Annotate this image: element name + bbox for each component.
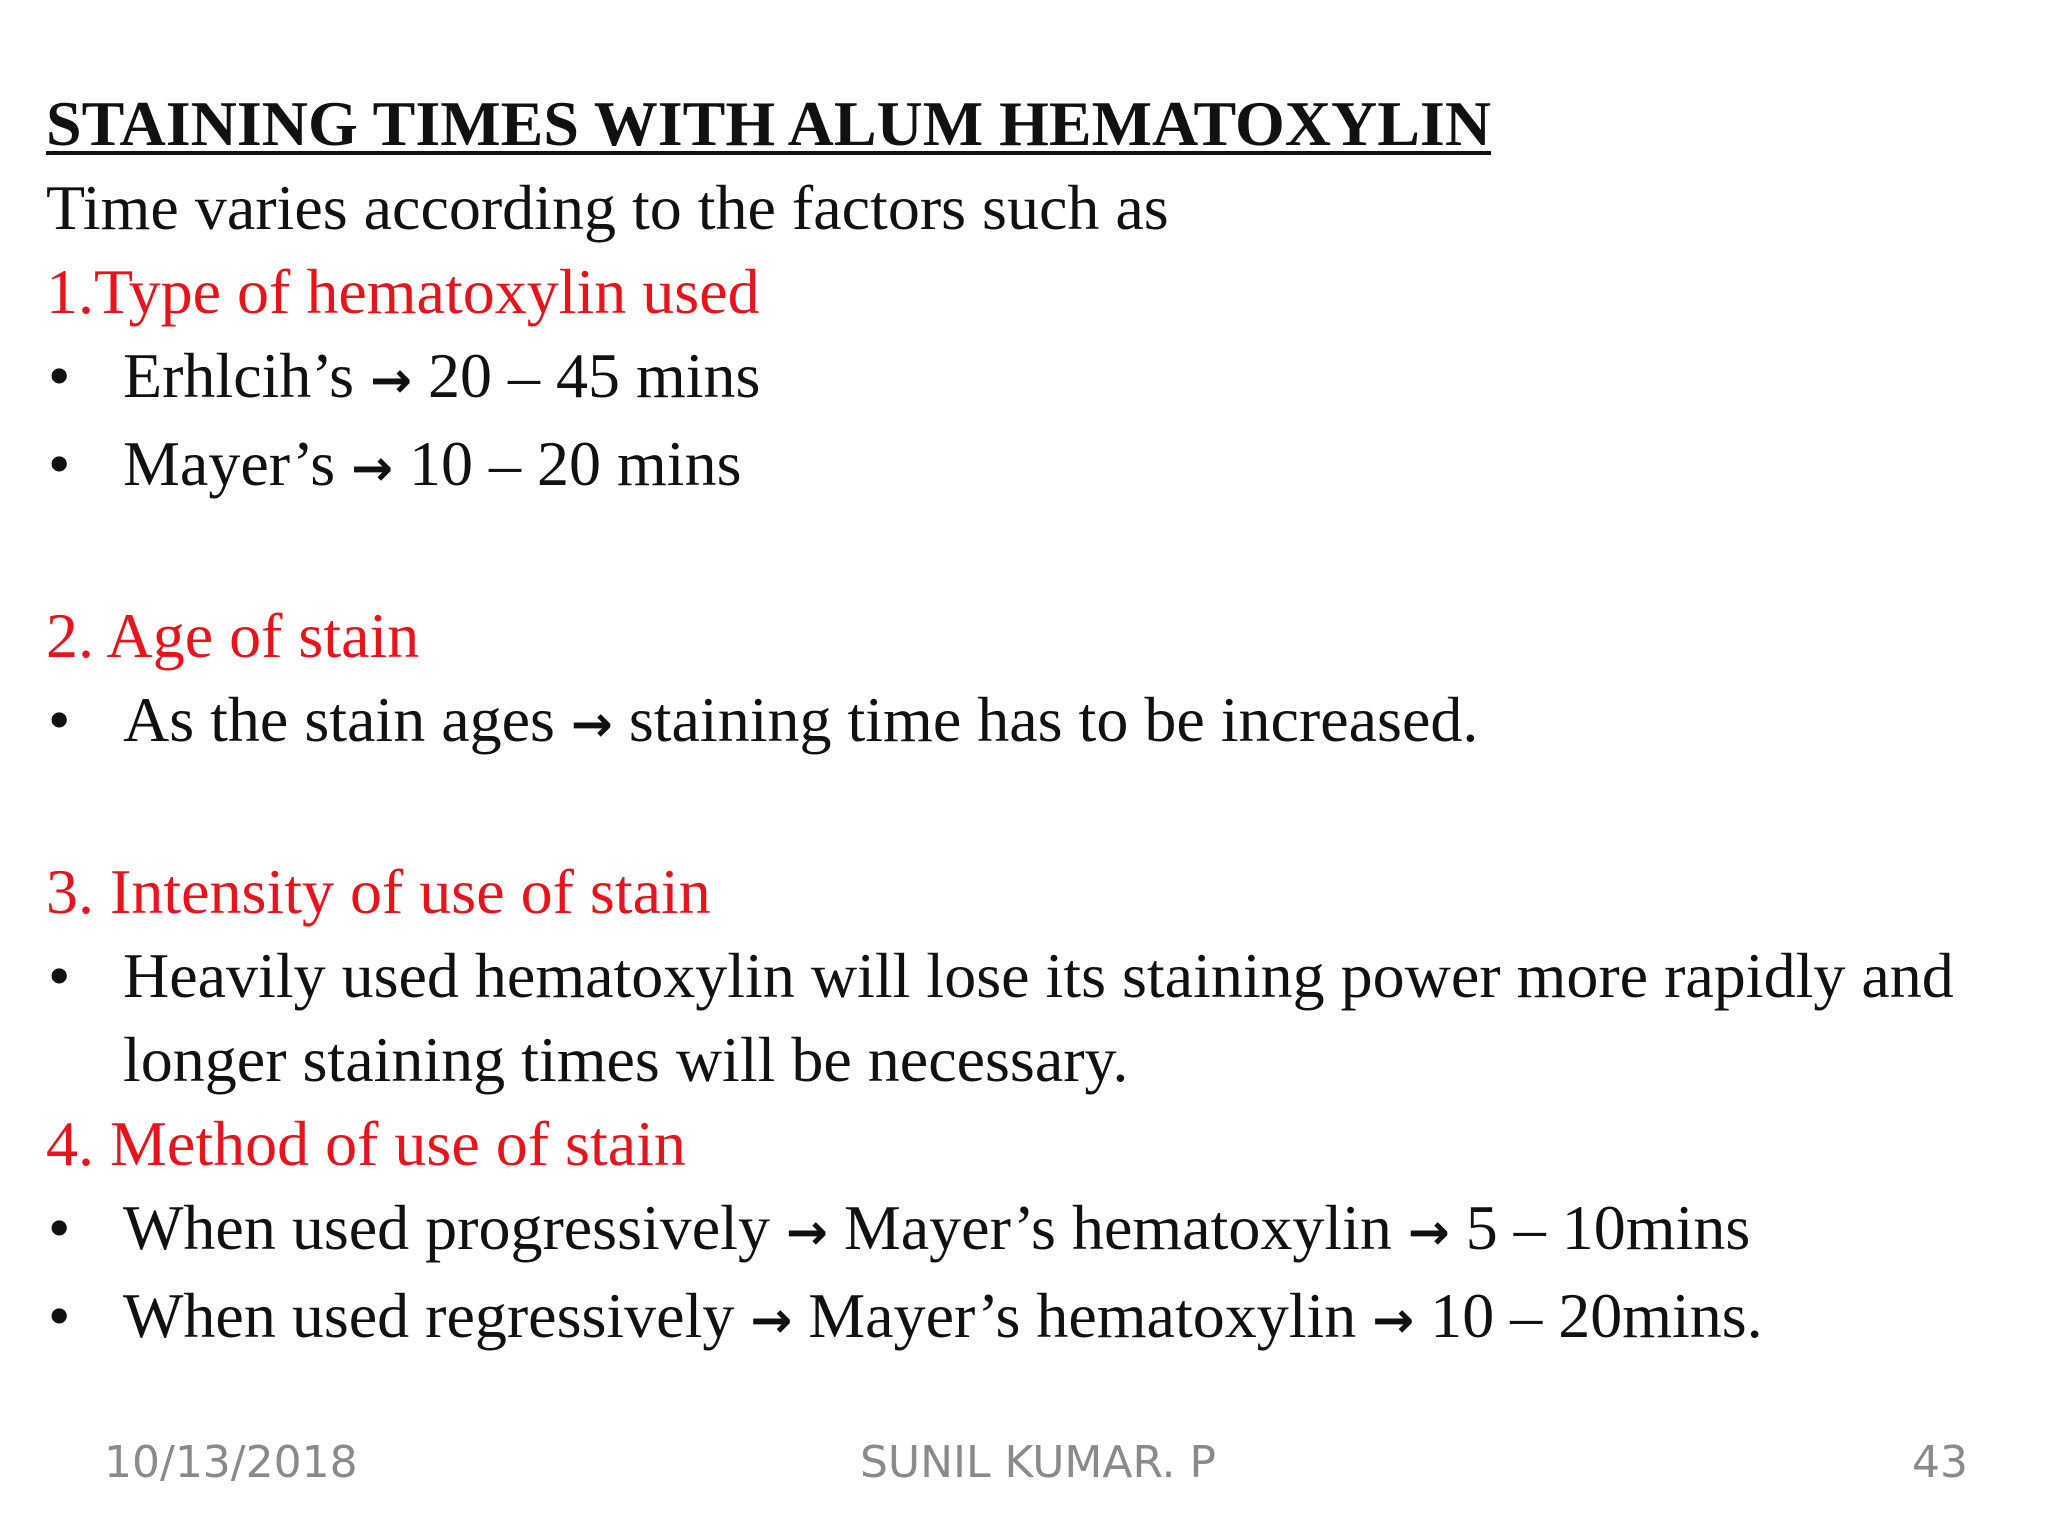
spacer — [46, 510, 2006, 594]
section-heading-2: 2. Age of stain — [46, 600, 420, 671]
bullet-text: Mayer’s hematoxylin — [843, 1192, 1392, 1263]
bullet-text: 5 – 10mins — [1465, 1192, 1751, 1263]
arrow-right-icon: → — [1407, 1203, 1450, 1261]
section-heading-3: 3. Intensity of use of stain — [46, 856, 711, 927]
bullet-icon: • — [48, 684, 71, 755]
bullet-icon: • — [48, 940, 71, 1011]
footer-date: 10/13/2018 — [104, 1437, 358, 1488]
bullet-item — [46, 678, 2006, 766]
bullet-icon: • — [48, 428, 71, 499]
arrow-right-icon: → — [570, 695, 613, 753]
arrow-right-icon: → — [370, 351, 412, 409]
bullet-text: 20 – 45 mins — [427, 340, 761, 411]
bullet-text: As the stain ages — [123, 684, 555, 755]
bullet-text: When used regressively — [123, 1280, 735, 1351]
bullet-text: Mayer’s hematoxylin — [808, 1280, 1357, 1351]
bullet-item — [46, 422, 2006, 510]
bullet-item — [46, 1186, 2006, 1274]
slide-title: STAINING TIMES WITH ALUM HEMATOXYLIN — [46, 88, 1492, 159]
footer-page-number: 43 — [1912, 1437, 1968, 1488]
bullet-text: When used progressively — [123, 1192, 770, 1263]
bullet-item — [46, 934, 2023, 1102]
bullet-icon: • — [48, 1192, 71, 1263]
bullet-item — [46, 334, 2006, 422]
bullet-icon: • — [48, 1280, 71, 1351]
bullet-text: Heavily used hematoxylin will lose its staining power more rapidly and longer staining times will be necessary. — [123, 940, 1954, 1095]
spacer — [46, 766, 2006, 850]
arrow-right-icon: → — [351, 439, 393, 497]
bullet-text: Mayer’s — [123, 428, 336, 499]
bullet-item — [46, 1274, 2006, 1362]
bullet-icon: • — [48, 340, 71, 411]
section-heading-4: 4. Method of use of stain — [46, 1108, 686, 1179]
bullet-text: Erhlcih’s — [123, 340, 355, 411]
slide-content — [46, 82, 2006, 1362]
arrow-right-icon: → — [750, 1291, 793, 1349]
arrow-right-icon: → — [785, 1203, 828, 1261]
bullet-text: 10 – 20mins. — [1430, 1280, 1763, 1351]
intro-text: Time varies according to the factors such as — [46, 172, 1169, 243]
footer-author: SUNIL KUMAR. P — [860, 1437, 1216, 1488]
section-heading-1: 1.Type of hematoxylin used — [46, 256, 760, 327]
bullet-text: staining time has to be increased. — [628, 684, 1479, 755]
arrow-right-icon: → — [1372, 1291, 1415, 1349]
bullet-text: 10 – 20 mins — [409, 428, 742, 499]
